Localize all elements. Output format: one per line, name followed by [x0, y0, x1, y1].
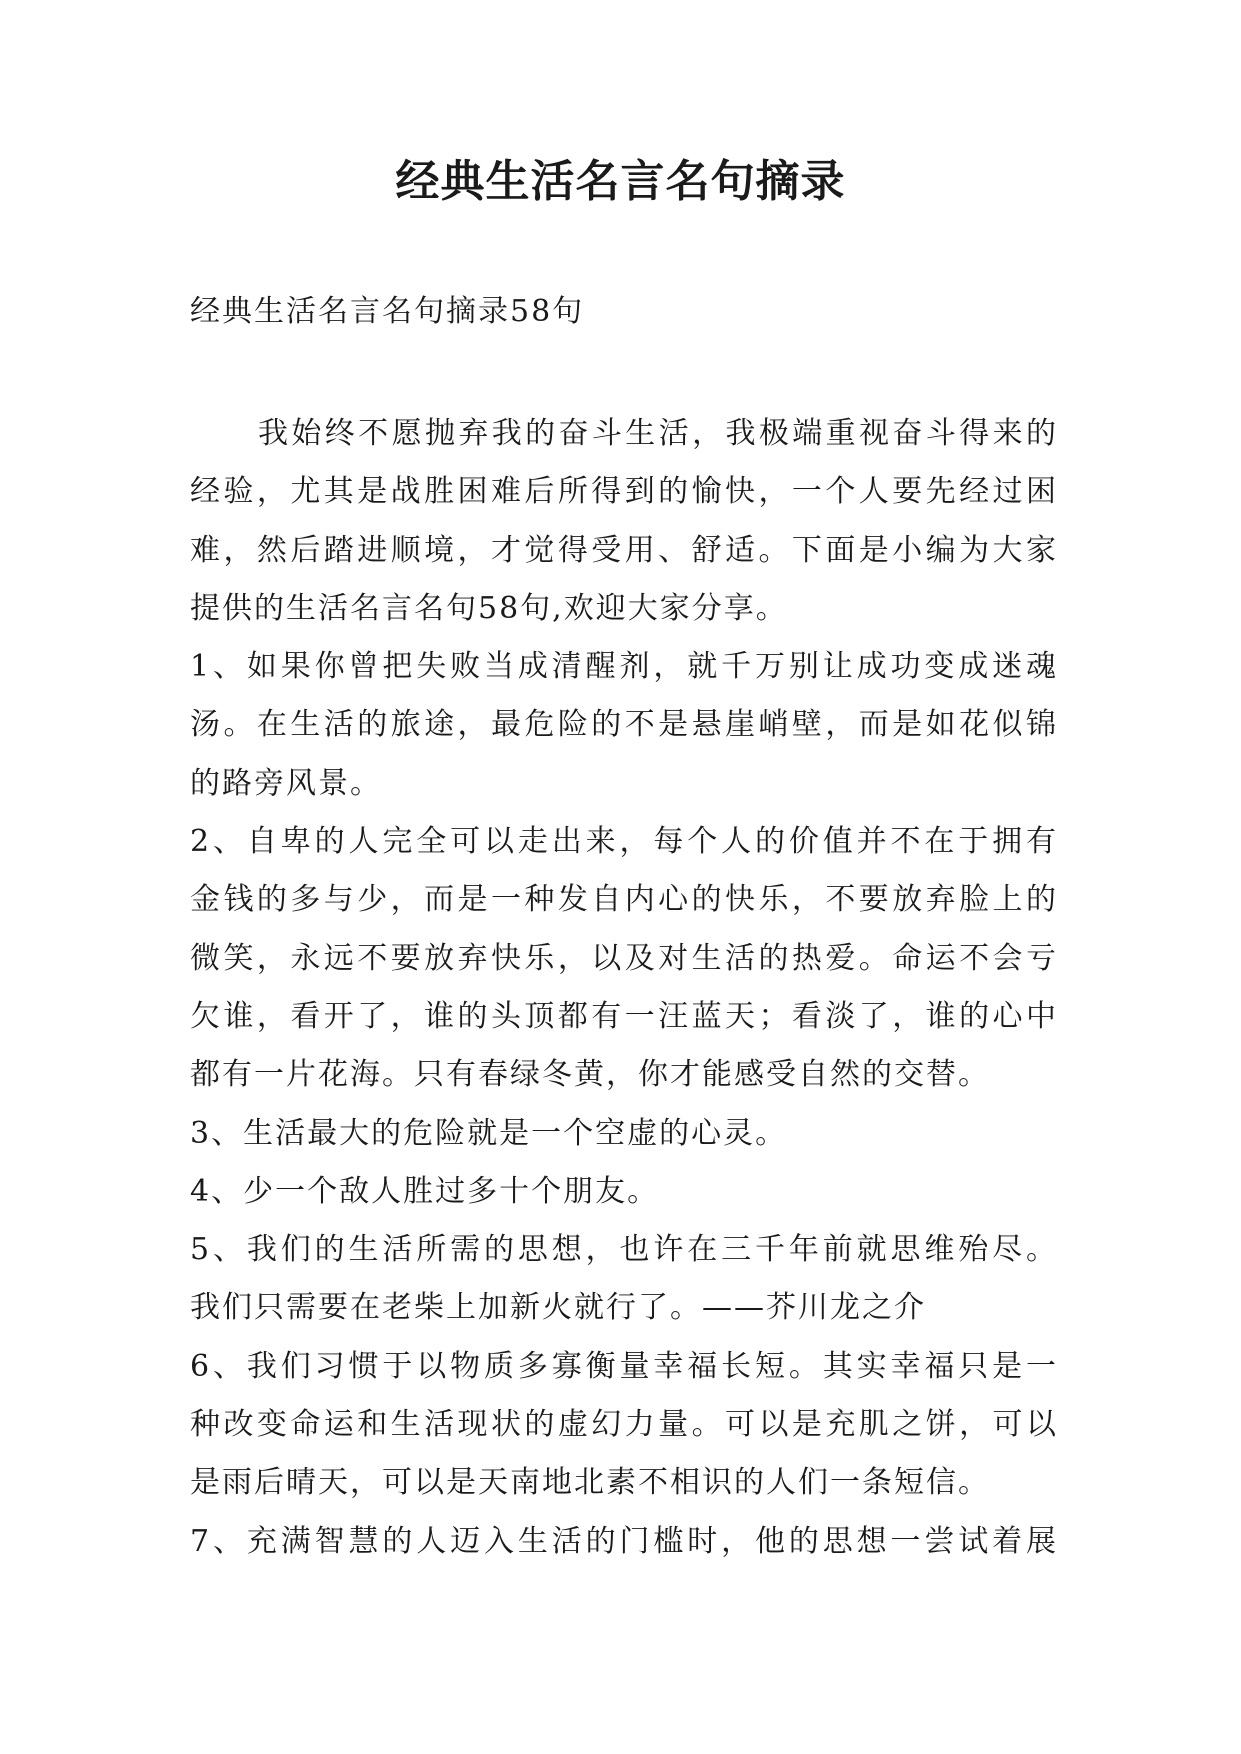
intro-line-2: 经验，尤其是战胜困难后所得到的愉快，一个人要先经过困 — [190, 474, 1058, 510]
quote-2-line-2: 金钱的多与少，而是一种发自内心的快乐，不要放弃脸上的 — [190, 882, 1058, 918]
quote-2-line-5: 都有一片花海。只有春绿冬黄，你才能感受自然的交替。 — [190, 1057, 990, 1093]
quote-7-line-1: 7、充满智慧的人迈入生活的门槛时，他的思想一尝试着展 — [190, 1523, 1058, 1559]
quote-1-line-2: 汤。在生活的旅途，最危险的不是悬崖峭壁，而是如花似锦 — [190, 707, 1058, 743]
quote-5-line-1: 5、我们的生活所需的思想，也许在三千年前就思维殆尽。 — [190, 1232, 1058, 1268]
intro-line-1: 我始终不愿抛弃我的奋斗生活，我极端重视奋斗得来的 — [258, 416, 1058, 451]
quote-2-line-3: 微笑，永远不要放弃快乐，以及对生活的热爱。命运不会亏 — [190, 940, 1058, 976]
quote-2-line-1: 2、自卑的人完全可以走出来，每个人的价值并不在于拥有 — [190, 824, 1058, 860]
quote-2-line-4: 欠谁，看开了，谁的头顶都有一汪蓝天；看淡了，谁的心中 — [190, 998, 1058, 1034]
quote-6-line-3: 是雨后晴天，可以是天南地北素不相识的人们一条短信。 — [190, 1465, 990, 1501]
quote-3-line-1: 3、生活最大的危险就是一个空虚的心灵。 — [190, 1115, 788, 1151]
document-subtitle: 经典生活名言名句摘录58句 — [190, 294, 585, 329]
quote-4-line-1: 4、少一个敌人胜过多十个朋友。 — [190, 1173, 660, 1209]
document-title: 经典生活名言名句摘录 — [395, 156, 846, 207]
document-body — [190, 405, 1058, 1571]
quote-1-line-3: 的路旁风景。 — [190, 765, 382, 801]
quote-6-line-2: 种改变命运和生活现状的虚幻力量。可以是充肌之饼，可以 — [190, 1407, 1058, 1443]
intro-line-3: 难，然后踏进顺境，才觉得受用、舒适。下面是小编为大家 — [190, 532, 1058, 568]
intro-line-4: 提供的生活名言名句58句,欢迎大家分享。 — [190, 590, 788, 626]
quote-5-line-2: 我们只需要在老柴上加新火就行了。——芥川龙之介 — [190, 1290, 926, 1326]
quote-6-line-1: 6、我们习惯于以物质多寡衡量幸福长短。其实幸福只是一 — [190, 1348, 1058, 1384]
quote-1-line-1: 1、如果你曾把失败当成清醒剂，就千万别让成功变成迷魂 — [190, 649, 1058, 685]
